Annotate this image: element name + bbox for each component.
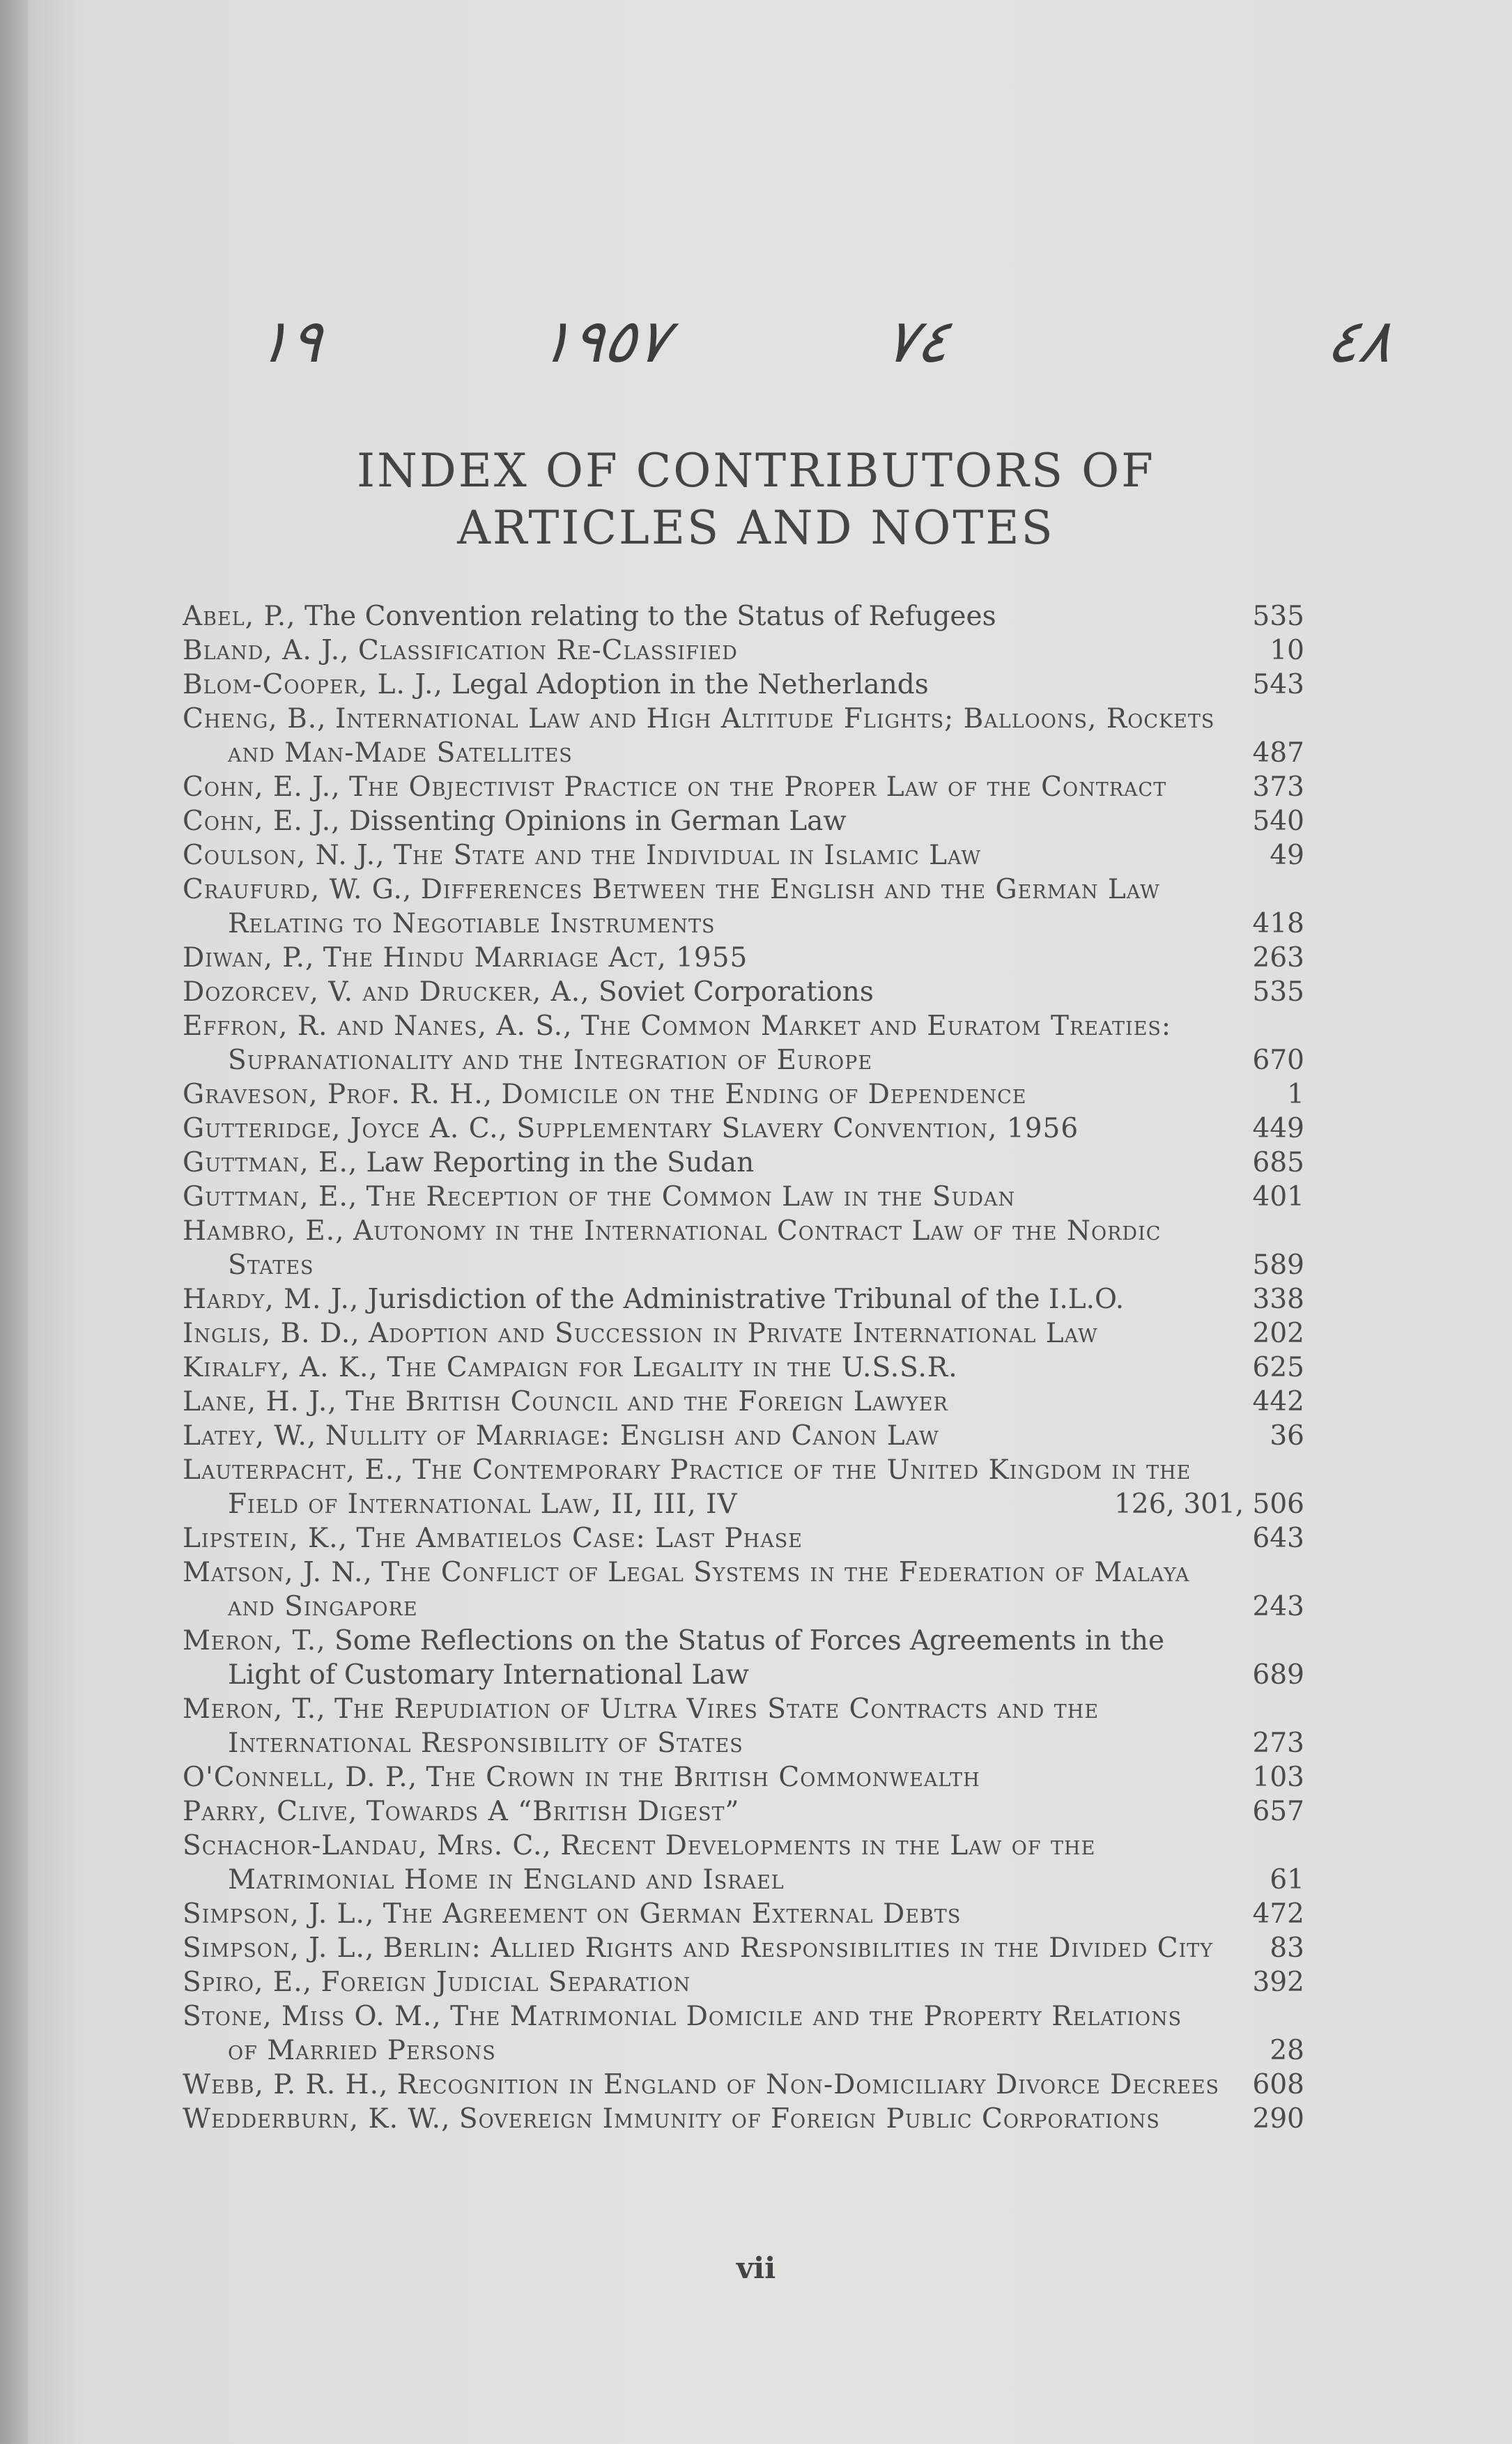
- entry-author: Effron, R. and Nanes, A. S.,: [183, 1010, 573, 1042]
- handwritten-mark-3: ٧٤: [879, 307, 955, 376]
- entry-author: Abel, P.,: [183, 601, 296, 632]
- entry-page: 28: [1270, 2035, 1304, 2066]
- entry-page: 243: [1252, 1591, 1304, 1622]
- entry-title: Some Reflections on the Status of Forces Agreements in the Light of Customary International Law: [228, 1625, 1165, 1691]
- entry-title: Foreign Judicial Separation: [321, 1967, 691, 1998]
- book-binding: [0, 0, 28, 2444]
- entry-title: Dissenting Opinions in German Law: [349, 806, 847, 837]
- entry-page: 535: [1252, 976, 1304, 1008]
- entry-author: Guttman, E.,: [183, 1181, 358, 1213]
- entry-author: Wedderburn, K. W.,: [183, 2103, 451, 2135]
- entry-title: The Conflict of Legal Systems in the Federation of Malaya and Singapore: [228, 1557, 1190, 1622]
- entry-page: 487: [1252, 737, 1304, 769]
- entry-author: Lauterpacht, E.,: [183, 1454, 404, 1486]
- entry-page: 401: [1252, 1181, 1304, 1213]
- entry-page: 670: [1252, 1045, 1304, 1076]
- index-entry: [183, 1692, 1304, 1760]
- index-entry: [183, 838, 1304, 873]
- index-entry: [183, 1385, 1304, 1419]
- index-entry: [183, 1965, 1304, 1999]
- entry-title: The Repudiation of Ultra Vires State Contracts and the International Responsibility of States: [228, 1693, 1100, 1759]
- entry-author: Lane, H. J.,: [183, 1386, 337, 1417]
- entry-author: Meron, T.,: [183, 1625, 326, 1657]
- index-entry: [183, 1829, 1304, 1897]
- entry-author: Latey, W.,: [183, 1420, 317, 1452]
- entry-page: 10: [1270, 635, 1304, 666]
- entry-page: 273: [1252, 1728, 1304, 1759]
- entry-page: 535: [1252, 601, 1304, 632]
- index-entry: [183, 702, 1304, 770]
- entry-title: International Law and High Altitude Flights; Balloons, Rockets and Man-Made Satellites: [228, 703, 1215, 769]
- index-entry: [183, 975, 1304, 1009]
- entry-author: Bland, A. J.,: [183, 635, 350, 666]
- entry-title: The Crown in the British Commonwealth: [426, 1762, 980, 1793]
- entry-author: O'Connell, D. P.,: [183, 1762, 418, 1793]
- entry-author: Meron, T.,: [183, 1693, 326, 1725]
- entry-title: The Convention relating to the Status of Refugees: [304, 601, 996, 632]
- entry-title: Recognition in England of Non-Domiciliary Divorce Decrees: [396, 2069, 1220, 2100]
- entry-author: Matson, J. N.,: [183, 1557, 373, 1588]
- entry-page: 202: [1252, 1318, 1304, 1349]
- entry-page: 338: [1252, 1284, 1304, 1315]
- entry-page: 625: [1252, 1352, 1304, 1383]
- entry-title: Adoption and Succession in Private International Law: [369, 1318, 1098, 1349]
- entry-title: Towards A “British Digest”: [366, 1796, 740, 1827]
- index-entry: [183, 2068, 1304, 2102]
- entry-title: The Contemporary Practice of the United Kingdom in the Field of International Law, II, III, IV: [228, 1454, 1191, 1520]
- entry-page: 83: [1270, 1932, 1304, 1964]
- entry-title: The Reception of the Common Law in the Sudan: [366, 1181, 1016, 1213]
- entry-title: Soviet Corporations: [598, 976, 874, 1008]
- entry-author: Webb, P. R. H.,: [183, 2069, 389, 2100]
- index-entry: [183, 1316, 1304, 1351]
- entry-page: 472: [1252, 1898, 1304, 1930]
- entry-title: Nullity of Marriage: English and Canon Law: [325, 1420, 939, 1452]
- entry-page: 126, 301, 506: [1114, 1489, 1304, 1520]
- entry-author: Kiralfy, A. K.,: [183, 1352, 378, 1383]
- entry-author: Hambro, E.,: [183, 1215, 345, 1247]
- entry-title: Autonomy in the International Contract Law of the Nordic States: [228, 1215, 1162, 1281]
- entry-title: Berlin: Allied Rights and Responsibilities in the Divided City: [383, 1932, 1214, 1964]
- entry-title: Supplementary Slavery Convention, 1956: [516, 1113, 1079, 1144]
- page-title: [0, 443, 1512, 557]
- entry-title: Recent Developments in the Law of the Matrimonial Home in England and Israel: [228, 1830, 1096, 1896]
- index-entry: [183, 941, 1304, 975]
- title-line-2: ARTICLES AND NOTES: [457, 501, 1055, 555]
- entry-page: 61: [1270, 1864, 1304, 1896]
- entry-author: Coulson, N. J.,: [183, 840, 385, 871]
- entry-page: 290: [1252, 2103, 1304, 2135]
- index-entry: [183, 1624, 1304, 1692]
- entry-page: 373: [1252, 771, 1304, 803]
- contributor-index: [183, 599, 1304, 2136]
- index-entry: [183, 770, 1304, 804]
- handwritten-mark-1: ١٩: [252, 307, 327, 376]
- index-entry: [183, 1931, 1304, 1965]
- entry-page: 103: [1252, 1762, 1304, 1793]
- index-entry: [183, 2102, 1304, 2136]
- entry-author: Diwan, P.,: [183, 942, 315, 974]
- entry-title: The State and the Individual in Islamic Law: [393, 840, 982, 871]
- index-entry: [183, 1453, 1304, 1521]
- entry-author: Blom-Cooper, L. J.,: [183, 669, 443, 700]
- entry-author: Stone, Miss O. M.,: [183, 2001, 442, 2032]
- entry-title: Classification Re-Classified: [357, 635, 738, 666]
- entry-title: Differences Between the English and the German Law Relating to Negotiable Instruments: [228, 874, 1160, 939]
- index-entry: [183, 1146, 1304, 1180]
- entry-author: Inglis, B. D.,: [183, 1318, 360, 1349]
- index-entry: [183, 1760, 1304, 1794]
- entry-page: 449: [1252, 1113, 1304, 1144]
- index-entry: [183, 1351, 1304, 1385]
- entry-title: The Ambatielos Case: Last Phase: [356, 1523, 803, 1554]
- entry-page: 543: [1252, 669, 1304, 700]
- index-entry: [183, 1077, 1304, 1112]
- entry-page: 36: [1270, 1420, 1304, 1452]
- index-entry: [183, 1214, 1304, 1282]
- entry-title: Jurisdiction of the Administrative Tribunal of the I.L.O.: [367, 1284, 1125, 1315]
- entry-author: Dozorcev, V. and Drucker, A.,: [183, 976, 590, 1008]
- index-entry: [183, 1999, 1304, 2068]
- entry-page: 689: [1252, 1659, 1304, 1691]
- index-entry: [183, 1555, 1304, 1624]
- entry-title: The Common Market and Euratom Treaties: Supranationality and the Integration of Europe: [228, 1010, 1172, 1076]
- entry-page: 685: [1252, 1147, 1304, 1178]
- entry-page: 643: [1252, 1523, 1304, 1554]
- entry-page: 392: [1252, 1967, 1304, 1998]
- entry-author: Schachor-Landau, Mrs. C.,: [183, 1830, 552, 1861]
- index-entry: [183, 633, 1304, 668]
- entry-page: 442: [1252, 1386, 1304, 1417]
- index-entry: [183, 1009, 1304, 1077]
- index-entry: [183, 1112, 1304, 1146]
- entry-author: Cheng, B.,: [183, 703, 327, 735]
- entry-title: The Agreement on German External Debts: [383, 1898, 962, 1930]
- entry-title: The Matrimonial Domicile and the Property Relations of Married Persons: [228, 2001, 1182, 2066]
- entry-author: Guttman, E.,: [183, 1147, 358, 1178]
- handwritten-mark-4: ٤٨: [1322, 307, 1397, 376]
- index-entry: [183, 873, 1304, 941]
- entry-title: The Hindu Marriage Act, 1955: [323, 942, 748, 974]
- entry-page: 657: [1252, 1796, 1304, 1827]
- entry-title: Domicile on the Ending of Dependence: [501, 1079, 1027, 1110]
- index-entry: [183, 1897, 1304, 1931]
- entry-author: Simpson, J. L.,: [183, 1898, 375, 1930]
- entry-title: Sovereign Immunity of Foreign Public Corporations: [458, 2103, 1160, 2135]
- entry-title: Law Reporting in the Sudan: [366, 1147, 755, 1178]
- entry-author: Hardy, M. J.,: [183, 1284, 360, 1315]
- entry-author: Simpson, J. L.,: [183, 1932, 375, 1964]
- entry-author: Spiro, E.,: [183, 1967, 313, 1998]
- handwritten-mark-2: ١٩٥٧: [534, 307, 674, 376]
- index-entry: [183, 1180, 1304, 1214]
- index-entry: [183, 1521, 1304, 1555]
- entry-author: Cohn, E. J.,: [183, 771, 341, 803]
- index-entry: [183, 1419, 1304, 1453]
- entry-page: 263: [1252, 942, 1304, 974]
- index-entry: [183, 804, 1304, 838]
- index-entry: [183, 1282, 1304, 1316]
- entry-title: The Objectivist Practice on the Proper Law of the Contract: [349, 771, 1167, 803]
- entry-title: The British Council and the Foreign Lawyer: [346, 1386, 948, 1417]
- entry-page: 49: [1270, 840, 1304, 871]
- entry-page: 418: [1252, 908, 1304, 939]
- entry-author: Cohn, E. J.,: [183, 806, 341, 837]
- entry-author: Gutteridge, Joyce A. C.,: [183, 1113, 508, 1144]
- entry-page: 1: [1287, 1079, 1304, 1110]
- index-entry: [183, 599, 1304, 633]
- page-number: vii: [736, 2251, 776, 2285]
- entry-page: 540: [1252, 806, 1304, 837]
- index-entry: [183, 668, 1304, 702]
- entry-title: Legal Adoption in the Netherlands: [452, 669, 929, 700]
- entry-page: 589: [1252, 1250, 1304, 1281]
- entry-title: The Campaign for Legality in the U.S.S.R.: [387, 1352, 958, 1383]
- entry-page: 608: [1252, 2069, 1304, 2100]
- entry-author: Craufurd, W. G.,: [183, 874, 412, 905]
- entry-author: Lipstein, K.,: [183, 1523, 348, 1554]
- entry-author: Parry, Clive,: [183, 1796, 358, 1827]
- title-line-1: INDEX OF CONTRIBUTORS OF: [357, 444, 1155, 498]
- index-entry: [183, 1794, 1304, 1829]
- entry-author: Graveson, Prof. R. H.,: [183, 1079, 493, 1110]
